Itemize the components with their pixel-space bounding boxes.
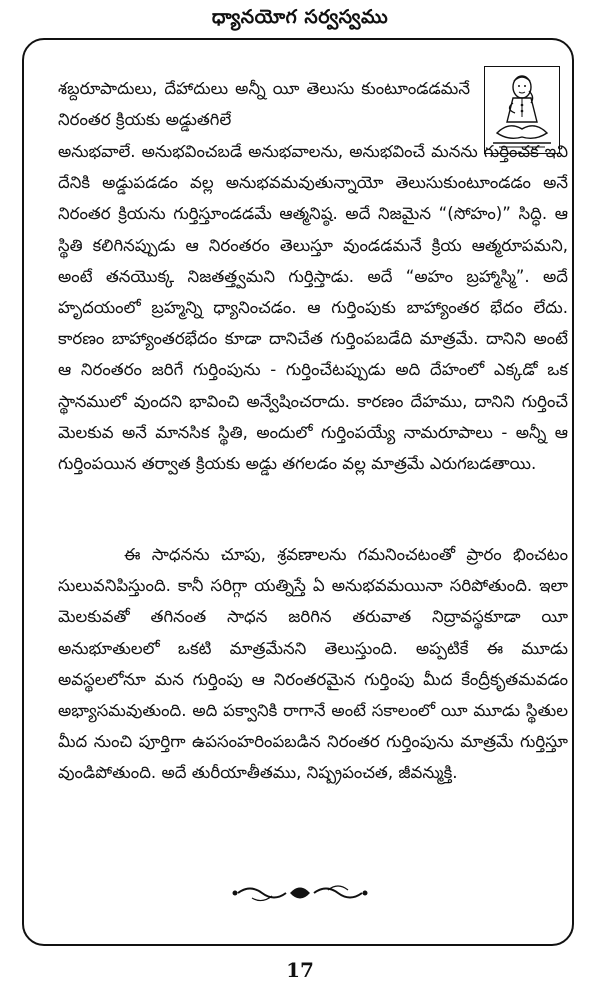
- paragraph-1-top: శబ్దరూపాదులు, దేహాదులు అన్నీ యీ తెలుసు కుంటూండడమనే నిరంతర క్రియకు అడ్డుతగిలే: [58, 79, 470, 130]
- paragraph-2: ఈ సాధనను చూపు, శ్రవణాలను గమనించటంతో ప్రారం భించటం సులువనిపిస్తుంది. కానీ సరిగ్గా యత్నిస్తే ఏ అనుభవమయినా సరిపోతుంది. ఇలా మెలకువతో తగినంత సాధన జరిగిన తరువాత నిద్రావస్థకూడా యీ అనుభూతులలో ఒకటి మాత్రమేనని తెలుస్తుంది. అప్పటికే ఈ మూడు అవస్థలలోనూ మన గుర్తింపు ఆ నిరంతరమైన గుర్తింపు మీద కేంద్రీకృతమవడం అభ్యాసమవుతుంది. అది పక్వానికి రాగానే అంటే సకాలంలో యీ మూడు స్థితుల మీద నుంచి పూర్తిగా ఉపసంహరింపబడిన నిరంతర గుర్తింపును మాత్రమే గుర్తిస్తూ వుండిపోతుంది. అదే తురీయాతీతము, నిష్ప్రపంచత, జీవన్ముక్తి.: [58, 545, 568, 783]
- paragraph-1-body: అనుభవాలే. అనుభవించబడే అనుభవాలను, అనుభవించే మనను గుర్తించక ఇవి దేనికి అడ్డుపడడం వల్ల అనుభవమవుతున్నాయో తెలుసుకుంటూండడం అనే నిరంతర క్రియను గుర్తిస్తూండడమే ఆత్మనిష్ఠ. అదే నిజమైన “(సోహం)” సిద్ధి. ఆ స్థితి కలిగినప్పుడు ఆ నిరంతరం తెలుస్తూ వుండడమనే క్రియ ఆత్మరూపమని, అంటే తనయొక్క నిజతత్త్వమని గుర్తిస్తాడు. అదే “అహం బ్రహ్మాస్మి”. అదే హృదయంలో బ్రహ్మన్ని ధ్యానించడం. ఆ గుర్తింపుకు బాహ్యాంతర భేదం లేదు. కారణం బాహ్యాంతరభేదం కూడా దానిచేత గుర్తింపబడేది మాత్రమే. దానిని అంటే ఆ నిరంతరం జరిగే గుర్తింపును - గుర్తించేటప్పుడు అది దేహంలో ఎక్కడో ఒక స్థానములో వుందని భావించి అన్వేషించరాదు. కారణం దేహము, దానిని గుర్తించే మెలకువ అనే మానసిక స్థితి, అందులో గుర్తింపయ్యే నామరూపాలు - అన్నీ ఆ గుర్తింపయిన తర్వాత క్రియకు అడ్డు తగలడం వల్ల మాత్రమే ఎరుగబడతాయి.: [58, 142, 568, 474]
- page-number: 17: [286, 958, 314, 982]
- decorative-divider-icon: [232, 882, 368, 904]
- page-header-title: ధ్యానయోగ సర్వస్వము: [211, 6, 389, 28]
